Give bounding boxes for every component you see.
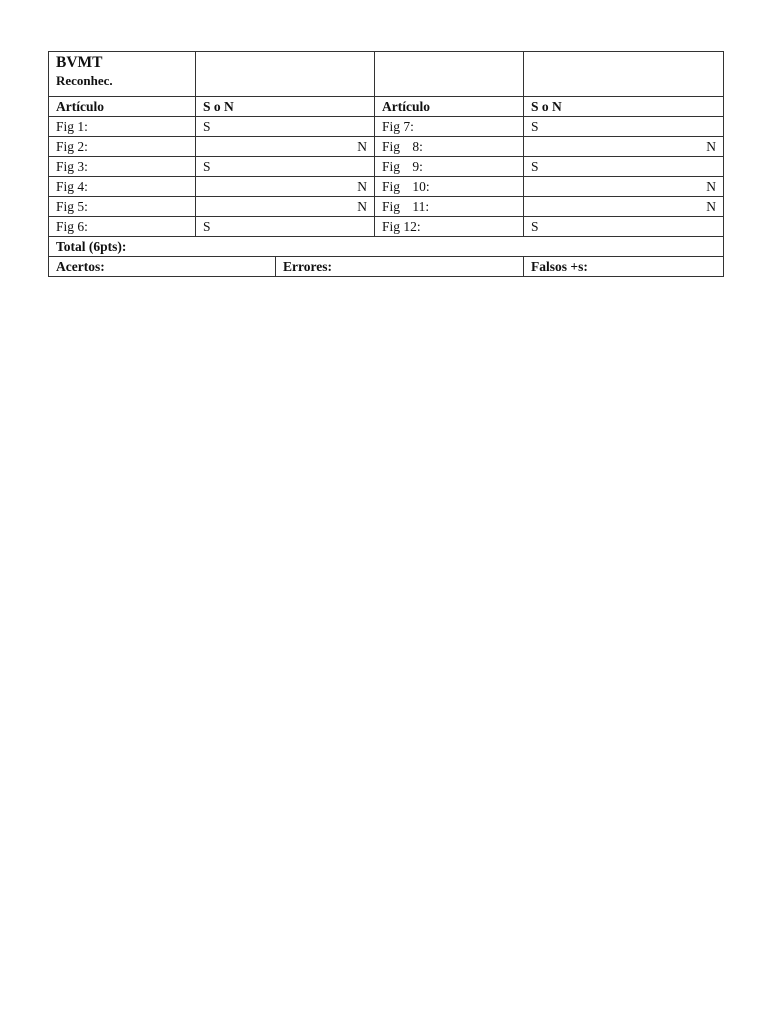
hits-label: Acertos: bbox=[49, 257, 276, 277]
footer-row bbox=[49, 257, 724, 277]
table-row bbox=[49, 177, 724, 197]
figure-label: Fig 4: bbox=[49, 177, 196, 197]
answer-value: N bbox=[196, 137, 375, 157]
form-subtitle: Reconhec. bbox=[56, 73, 113, 88]
header-row bbox=[49, 52, 724, 97]
bvmt-recognition-table bbox=[48, 51, 724, 277]
figure-label: Fig 2: bbox=[49, 137, 196, 157]
answer-value: N bbox=[524, 177, 724, 197]
table-row bbox=[49, 157, 724, 177]
errors-label: Errores: bbox=[276, 257, 524, 277]
column-header-item: Artículo bbox=[375, 97, 524, 117]
blank-header-cell bbox=[375, 52, 524, 97]
table-row bbox=[49, 217, 724, 237]
column-header-answer: S o N bbox=[524, 97, 724, 117]
answer-value: N bbox=[196, 177, 375, 197]
answer-value: N bbox=[196, 197, 375, 217]
blank-header-cell bbox=[524, 52, 724, 97]
figure-label: Fig 3: bbox=[49, 157, 196, 177]
figure-label: Fig 9: bbox=[375, 157, 524, 177]
total-row bbox=[49, 237, 724, 257]
figure-label: Fig 5: bbox=[49, 197, 196, 217]
answer-value: N bbox=[524, 137, 724, 157]
answer-value: S bbox=[524, 217, 724, 237]
answer-value: S bbox=[524, 117, 724, 137]
figure-label: Fig 10: bbox=[375, 177, 524, 197]
figure-label: Fig 11: bbox=[375, 197, 524, 217]
answer-value: S bbox=[196, 157, 375, 177]
answer-value: S bbox=[524, 157, 724, 177]
false-positives-label: Falsos +s: bbox=[524, 257, 724, 277]
answer-value: N bbox=[524, 197, 724, 217]
table-row bbox=[49, 137, 724, 157]
answer-value: S bbox=[196, 217, 375, 237]
figure-label: Fig 7: bbox=[375, 117, 524, 137]
figure-label: Fig 1: bbox=[49, 117, 196, 137]
column-header-answer: S o N bbox=[196, 97, 375, 117]
answer-value: S bbox=[196, 117, 375, 137]
blank-header-cell bbox=[196, 52, 375, 97]
column-header-item: Artículo bbox=[49, 97, 196, 117]
table-row bbox=[49, 117, 724, 137]
table-row bbox=[49, 197, 724, 217]
column-header-row bbox=[49, 97, 724, 117]
form-title: BVMT bbox=[56, 54, 103, 71]
figure-label: Fig 12: bbox=[375, 217, 524, 237]
figure-label: Fig 6: bbox=[49, 217, 196, 237]
total-label: Total (6pts): bbox=[49, 237, 724, 257]
title-cell bbox=[49, 52, 196, 97]
figure-label: Fig 8: bbox=[375, 137, 524, 157]
